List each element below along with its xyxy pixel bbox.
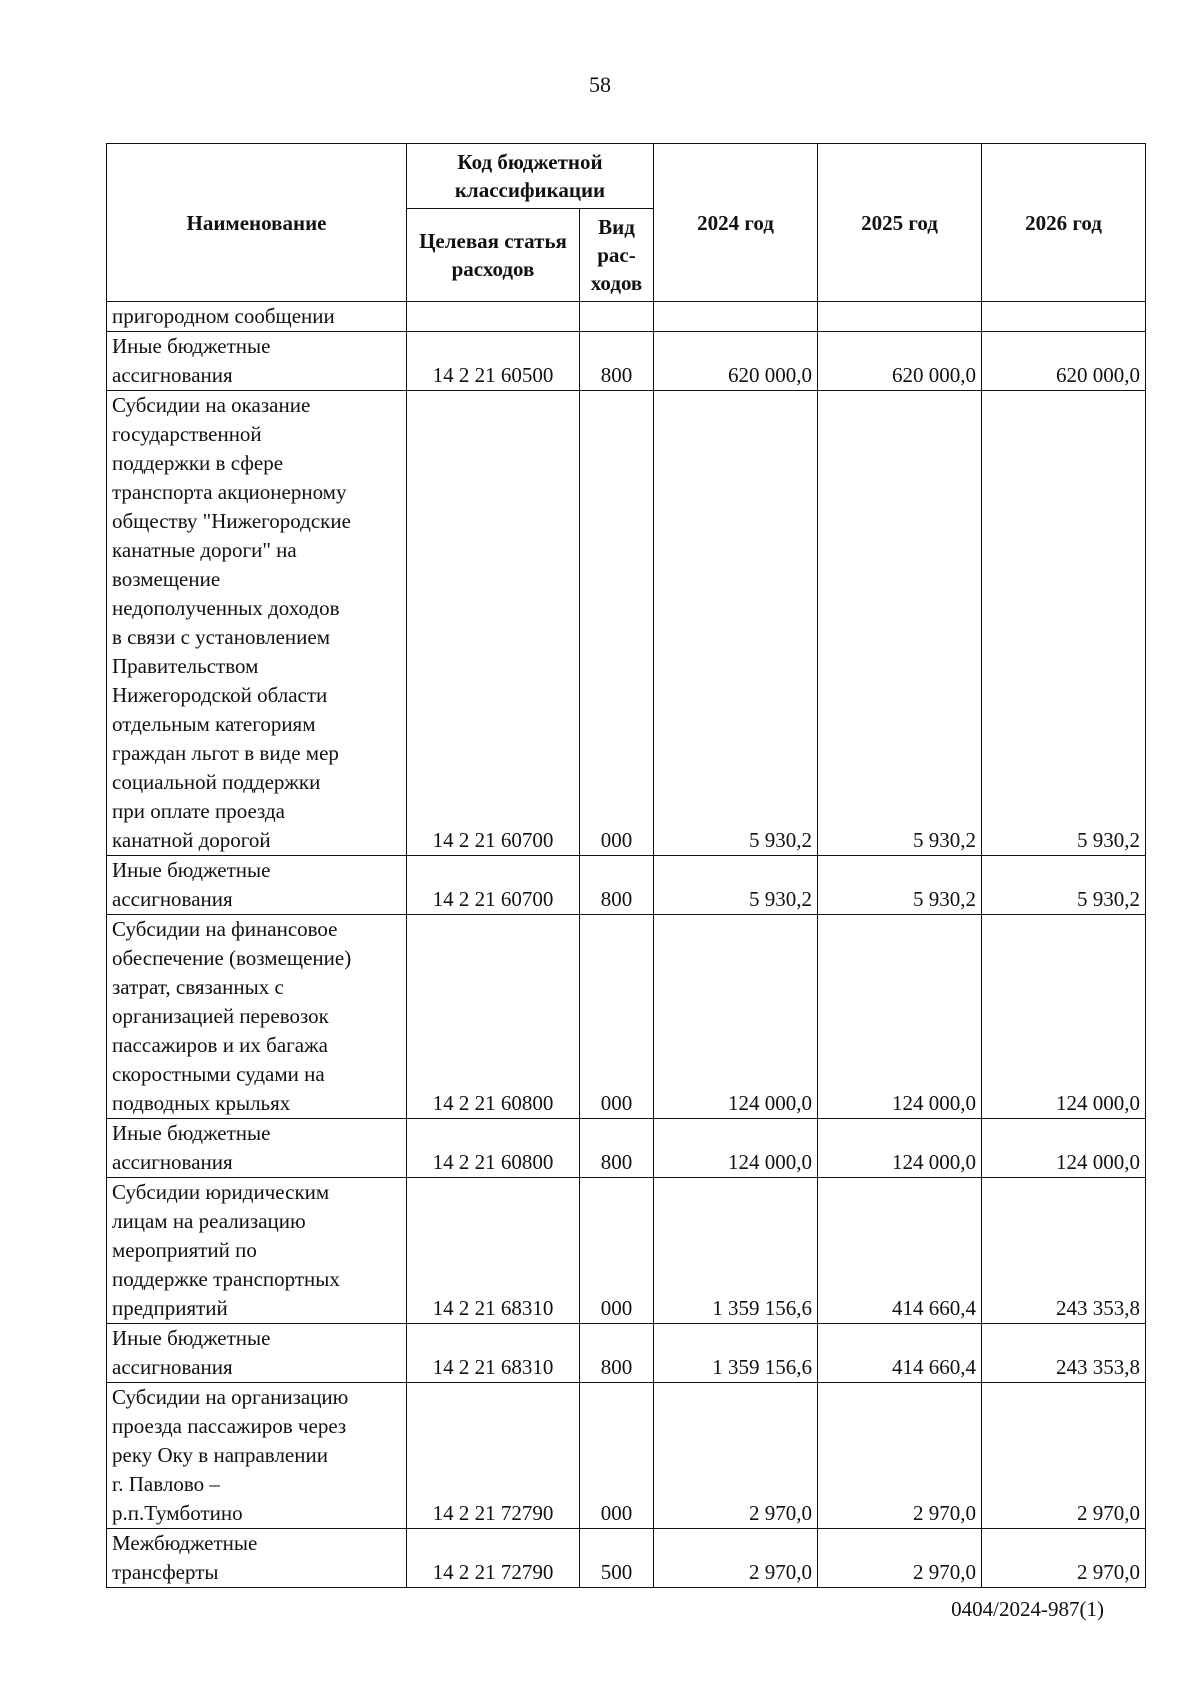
cell-year-2026: 5 930,2 bbox=[982, 856, 1146, 915]
table-row bbox=[107, 1119, 1146, 1178]
table-row bbox=[107, 1324, 1146, 1383]
table-body bbox=[107, 302, 1146, 1588]
cell-expense-kind: 800 bbox=[580, 332, 654, 391]
document-id: 0404/2024-987(1) bbox=[951, 1597, 1104, 1621]
cell-year-2026: 2 970,0 bbox=[982, 1383, 1146, 1529]
table-row bbox=[107, 391, 1146, 856]
cell-year-2025: 620 000,0 bbox=[818, 332, 982, 391]
cell-name: Субсидии юридическим лицам на реализацию мероприятий по поддержке транспортных предприятий bbox=[107, 1178, 407, 1324]
cell-target-article: 14 2 21 68310 bbox=[407, 1178, 580, 1324]
table-row bbox=[107, 302, 1146, 332]
cell-year-2026: 124 000,0 bbox=[982, 915, 1146, 1119]
cell-year-2024: 5 930,2 bbox=[654, 856, 818, 915]
cell-year-2024: 1 359 156,6 bbox=[654, 1324, 818, 1383]
cell-year-2025: 414 660,4 bbox=[818, 1178, 982, 1324]
table-row bbox=[107, 332, 1146, 391]
cell-target-article: 14 2 21 68310 bbox=[407, 1324, 580, 1383]
cell-name: Субсидии на оказание государственной поддержки в сфере транспорта акционерному обществу "Нижегородские канатные дороги" на возмещение недополученных доходов в связи с установлением Правительством Нижегородской области отдельным категориям граждан льгот в виде мер социальной поддержки при оплате проезда канатной дорогой bbox=[107, 391, 407, 856]
cell-name: Субсидии на финансовое обеспечение (возмещение) затрат, связанных с организацией перевозок пассажиров и их багажа скоростными судами на подводных крыльях bbox=[107, 915, 407, 1119]
table-row bbox=[107, 1383, 1146, 1529]
cell-year-2025: 5 930,2 bbox=[818, 391, 982, 856]
cell-target-article: 14 2 21 72790 bbox=[407, 1383, 580, 1529]
cell-name: Межбюджетные трансферты bbox=[107, 1529, 407, 1588]
cell-year-2025: 124 000,0 bbox=[818, 915, 982, 1119]
cell-expense-kind: 800 bbox=[580, 1324, 654, 1383]
cell-name: Субсидии на организацию проезда пассажиров через реку Оку в направлении г. Павлово – р.п.Тумботино bbox=[107, 1383, 407, 1529]
cell-year-2024: 620 000,0 bbox=[654, 332, 818, 391]
cell-year-2024 bbox=[654, 302, 818, 332]
cell-target-article: 14 2 21 72790 bbox=[407, 1529, 580, 1588]
table-row bbox=[107, 915, 1146, 1119]
cell-year-2024: 2 970,0 bbox=[654, 1529, 818, 1588]
header-name: Наименование bbox=[107, 144, 407, 302]
cell-target-article: 14 2 21 60500 bbox=[407, 332, 580, 391]
cell-target-article: 14 2 21 60700 bbox=[407, 856, 580, 915]
cell-year-2026: 124 000,0 bbox=[982, 1119, 1146, 1178]
cell-target-article: 14 2 21 60800 bbox=[407, 1119, 580, 1178]
cell-year-2025: 2 970,0 bbox=[818, 1529, 982, 1588]
cell-target-article: 14 2 21 60800 bbox=[407, 915, 580, 1119]
header-expense-kind: Вид рас-ходов bbox=[580, 209, 654, 302]
table-header bbox=[107, 144, 1146, 302]
cell-expense-kind bbox=[580, 302, 654, 332]
cell-year-2025 bbox=[818, 302, 982, 332]
cell-expense-kind: 000 bbox=[580, 915, 654, 1119]
cell-year-2025: 5 930,2 bbox=[818, 856, 982, 915]
cell-expense-kind: 000 bbox=[580, 1178, 654, 1324]
cell-year-2026: 243 353,8 bbox=[982, 1178, 1146, 1324]
cell-year-2026: 620 000,0 bbox=[982, 332, 1146, 391]
cell-year-2025: 414 660,4 bbox=[818, 1324, 982, 1383]
cell-name: пригородном сообщении bbox=[107, 302, 407, 332]
cell-year-2026: 243 353,8 bbox=[982, 1324, 1146, 1383]
cell-target-article bbox=[407, 302, 580, 332]
header-year-2024: 2024 год bbox=[654, 144, 818, 302]
cell-expense-kind: 000 bbox=[580, 391, 654, 856]
table-row bbox=[107, 1178, 1146, 1324]
cell-year-2026 bbox=[982, 302, 1146, 332]
cell-year-2026: 2 970,0 bbox=[982, 1529, 1146, 1588]
header-target-article: Целевая статья расходов bbox=[407, 209, 580, 302]
cell-year-2026: 5 930,2 bbox=[982, 391, 1146, 856]
cell-expense-kind: 800 bbox=[580, 856, 654, 915]
table-row bbox=[107, 856, 1146, 915]
cell-name: Иные бюджетные ассигнования bbox=[107, 1119, 407, 1178]
header-year-2026: 2026 год bbox=[982, 144, 1146, 302]
header-year-2025: 2025 год bbox=[818, 144, 982, 302]
cell-name: Иные бюджетные ассигнования bbox=[107, 1324, 407, 1383]
table-row bbox=[107, 1529, 1146, 1588]
cell-target-article: 14 2 21 60700 bbox=[407, 391, 580, 856]
cell-year-2025: 2 970,0 bbox=[818, 1383, 982, 1529]
cell-year-2024: 1 359 156,6 bbox=[654, 1178, 818, 1324]
header-code-group: Код бюджетной классификации bbox=[407, 144, 654, 209]
cell-expense-kind: 500 bbox=[580, 1529, 654, 1588]
page-number: 58 bbox=[589, 72, 611, 97]
cell-year-2024: 124 000,0 bbox=[654, 915, 818, 1119]
cell-name: Иные бюджетные ассигнования bbox=[107, 332, 407, 391]
cell-expense-kind: 000 bbox=[580, 1383, 654, 1529]
cell-year-2024: 5 930,2 bbox=[654, 391, 818, 856]
cell-year-2024: 2 970,0 bbox=[654, 1383, 818, 1529]
cell-year-2024: 124 000,0 bbox=[654, 1119, 818, 1178]
cell-year-2025: 124 000,0 bbox=[818, 1119, 982, 1178]
cell-name: Иные бюджетные ассигнования bbox=[107, 856, 407, 915]
cell-expense-kind: 800 bbox=[580, 1119, 654, 1178]
budget-table bbox=[106, 143, 1146, 1588]
